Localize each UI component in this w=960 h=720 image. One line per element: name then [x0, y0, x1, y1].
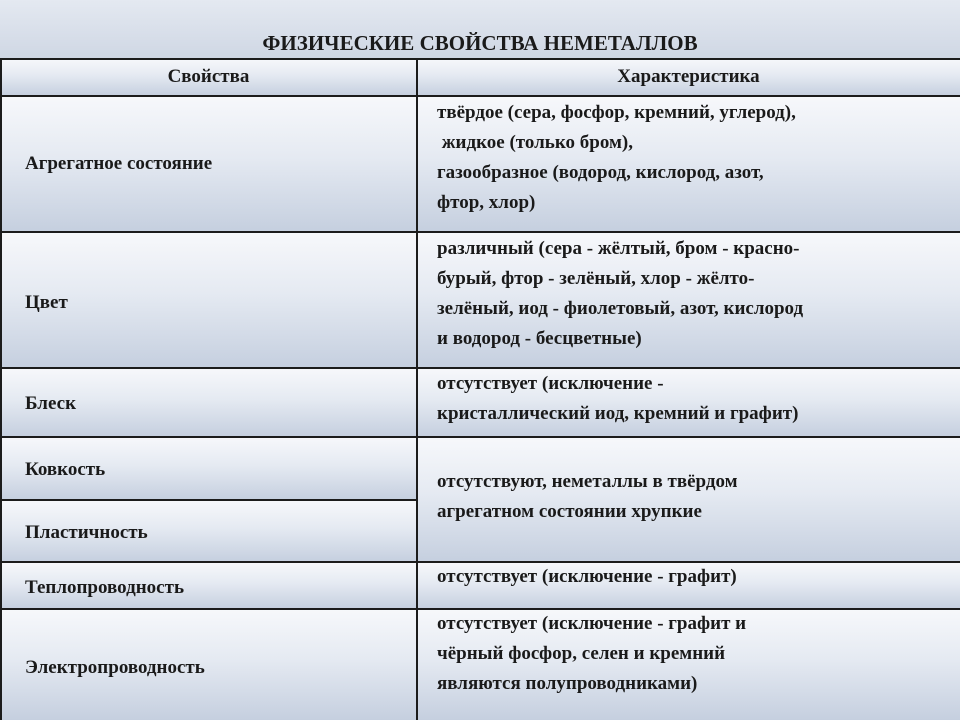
- row-divider: [0, 608, 960, 610]
- row-malleability-property-cell: [0, 437, 417, 500]
- row-divider: [0, 436, 960, 438]
- row-color-characteristic-cell: [417, 232, 960, 368]
- table-left-border: [0, 58, 2, 720]
- characteristic-line: бурый, фтор - зелёный, хлор - жёлто-: [437, 268, 755, 289]
- column-divider: [416, 58, 418, 720]
- row-luster-characteristic-cell: [417, 368, 960, 437]
- header-property: Свойства: [167, 66, 250, 87]
- row-electrical-conductivity-label: Электропроводность: [25, 657, 205, 678]
- row-aggregate-state-label: Агрегатное состояние: [25, 153, 213, 174]
- row-plasticity-property-cell: [0, 500, 417, 562]
- row-divider: [0, 231, 960, 233]
- row-divider: [0, 95, 960, 97]
- characteristic-line: жидкое (только бром),: [437, 132, 634, 153]
- characteristic-line: отсутствуют, неметаллы в твёрдом: [437, 471, 738, 492]
- row-aggregate-state-characteristic-cell: [417, 96, 960, 232]
- characteristic-line: зелёный, иод - фиолетовый, азот, кислород: [437, 298, 804, 319]
- row-divider: [0, 561, 960, 563]
- row-divider: [0, 499, 417, 501]
- header-characteristic: Характеристика: [617, 66, 760, 87]
- row-thermal-conductivity-property-cell: [0, 562, 417, 609]
- characteristic-line: кристаллический иод, кремний и графит): [437, 403, 799, 424]
- characteristic-line: отсутствует (исключение -: [437, 373, 664, 394]
- row-electrical-conductivity-characteristic-cell: [417, 609, 960, 720]
- row-thermal-conductivity-characteristic-cell: [417, 562, 960, 609]
- properties-table: [0, 58, 960, 720]
- characteristic-line: твёрдое (сера, фосфор, кремний, углерод),: [437, 102, 796, 123]
- characteristic-line: отсутствует (исключение - графит и: [437, 613, 747, 634]
- page-title: ФИЗИЧЕСКИЕ СВОЙСТВА НЕМЕТАЛЛОВ: [262, 31, 698, 55]
- characteristic-line: агрегатном состоянии хрупкие: [437, 501, 702, 522]
- row-color-property-cell: [0, 232, 417, 368]
- header-characteristic-cell: [417, 58, 960, 96]
- characteristic-line: и водород - бесцветные): [437, 328, 642, 349]
- characteristic-line: являются полупроводниками): [437, 673, 698, 694]
- row-thermal-conductivity-label: Теплопроводность: [25, 577, 184, 598]
- row-aggregate-state-property-cell: [0, 96, 417, 232]
- merged-characteristic-cell: [417, 437, 960, 562]
- row-luster-property-cell: [0, 368, 417, 437]
- characteristic-line: отсутствует (исключение - графит): [437, 566, 737, 587]
- row-malleability-label: Ковкость: [25, 459, 106, 480]
- row-color-label: Цвет: [25, 292, 68, 313]
- table-top-border: [0, 58, 960, 60]
- row-divider: [0, 367, 960, 369]
- characteristic-line: фтор, хлор): [437, 192, 536, 213]
- characteristic-line: чёрный фосфор, селен и кремний: [437, 643, 726, 664]
- characteristic-line: газообразное (водород, кислород, азот,: [437, 162, 764, 183]
- header-property-cell: [0, 58, 417, 96]
- characteristic-line: различный (сера - жёлтый, бром - красно-: [437, 238, 800, 259]
- row-plasticity-label: Пластичность: [25, 522, 148, 543]
- row-luster-label: Блеск: [25, 393, 77, 414]
- row-electrical-conductivity-property-cell: [0, 609, 417, 720]
